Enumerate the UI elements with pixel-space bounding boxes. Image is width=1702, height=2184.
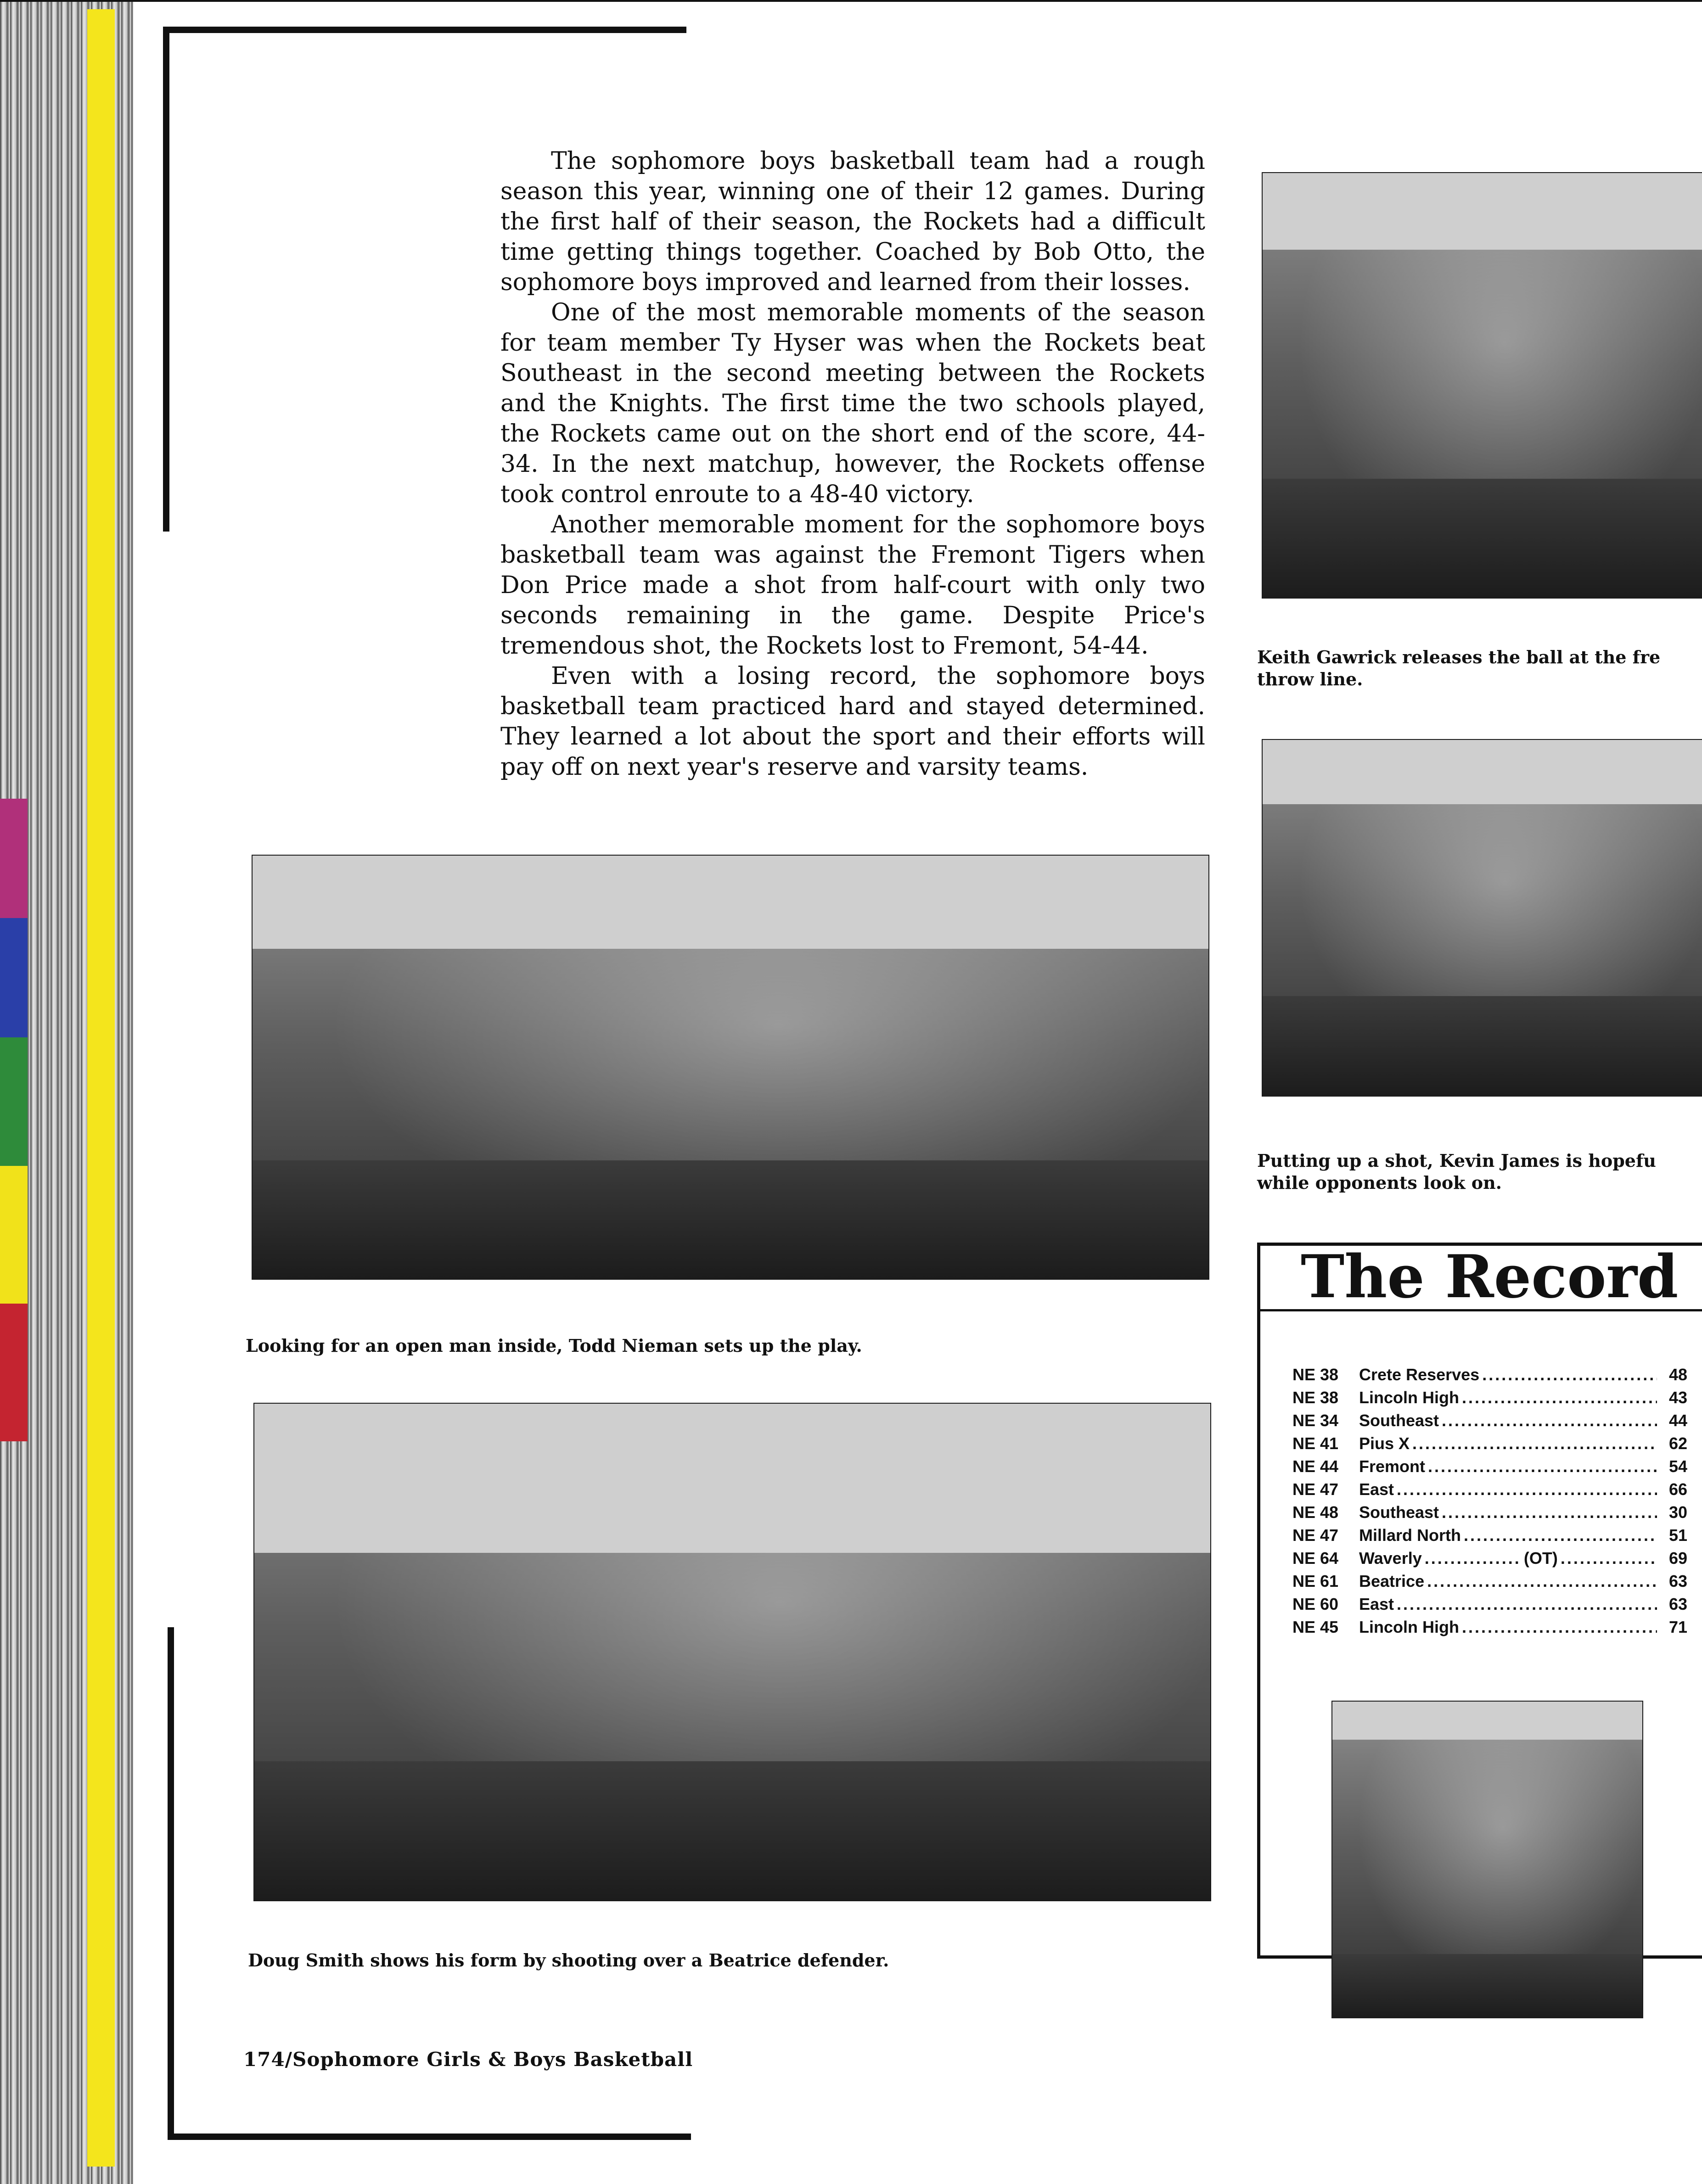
frame-bottom-rule [168, 2134, 691, 2140]
record-leader-dots [1412, 1432, 1657, 1455]
record-row [1292, 1363, 1687, 1386]
story-paragraph: Even with a losing record, the sophomore boys basketball team practiced hard and stayed determined. They learned a lot about the sport and their efforts will pay off on next year's reserve and varsity teams. [500, 662, 1205, 781]
record-ne-score: NE 34 [1292, 1411, 1339, 1430]
record-opponent: Beatrice [1359, 1572, 1425, 1590]
record-ne-score: NE 47 [1292, 1526, 1339, 1545]
record-leader-dots [1427, 1570, 1657, 1593]
record-opponent: Southeast [1359, 1411, 1439, 1430]
story-text [500, 146, 1205, 782]
record-row [1292, 1616, 1687, 1639]
record-ne-score: NE 47 [1292, 1480, 1339, 1499]
record-leader-dots [1442, 1501, 1657, 1524]
record-row [1292, 1455, 1687, 1478]
record-ne-score: NE 48 [1292, 1503, 1339, 1522]
record-opponent: Lincoln High [1359, 1388, 1459, 1407]
photo-kevin-james-shot [1262, 739, 1702, 1097]
story-paragraph: One of the most memorable moments of the season for team member Ty Hyser was when the Rockets beat Southeast in the second meeting between the Rockets and the Knights. The first time the two schools played, the Rockets came out on the short end of the score, 44-34. In the next matchup, however, the Rockets offense took control enroute to a 48-40 victory. [500, 299, 1205, 508]
record-opponent: Southeast [1359, 1503, 1439, 1522]
spine-yellow-edge [87, 9, 115, 2167]
record-leader-dots [1442, 1409, 1657, 1432]
caption-todd-nieman: Looking for an open man inside, Todd Nieman sets up the play. [246, 1335, 862, 1356]
caption-kevin-james: Putting up a shot, Kevin James is hopefu while opponents look on. [1257, 1150, 1656, 1193]
record-opponent-score: 63 [1668, 1595, 1687, 1613]
record-table [1292, 1363, 1687, 1639]
record-ne-score: NE 41 [1292, 1434, 1339, 1453]
record-opponent-score: 69 [1668, 1549, 1687, 1568]
record-leader-dots [1428, 1455, 1657, 1478]
record-row [1292, 1593, 1687, 1616]
record-note: (OT) [1523, 1549, 1558, 1568]
record-opponent: East [1359, 1595, 1394, 1613]
record-opponent: Fremont [1359, 1457, 1425, 1476]
record-ne-score: NE 38 [1292, 1388, 1339, 1407]
record-opponent-score: 44 [1668, 1411, 1687, 1430]
record-ne-score: NE 61 [1292, 1572, 1339, 1590]
caption-free-throw: Keith Gawrick releases the ball at the fre throw line. [1257, 647, 1661, 689]
page-folio: 174/Sophomore Girls & Boys Basketball [243, 2048, 693, 2071]
record-opponent: Crete Reserves [1359, 1365, 1480, 1384]
record-leader-dots [1397, 1593, 1657, 1616]
photo-todd-nieman-play [252, 855, 1209, 1280]
record-opponent-score: 51 [1668, 1526, 1687, 1545]
record-ne-score: NE 45 [1292, 1618, 1339, 1636]
record-leader-dots [1397, 1478, 1657, 1501]
record-opponent: Lincoln High [1359, 1618, 1459, 1636]
record-leader-dots [1482, 1363, 1657, 1386]
record-ne-score: NE 44 [1292, 1457, 1339, 1476]
record-leader-dots [1561, 1547, 1657, 1570]
record-opponent: Millard North [1359, 1526, 1461, 1545]
record-row [1292, 1524, 1687, 1547]
photo-team-huddle [1331, 1701, 1643, 2018]
spine-blue-band [0, 918, 28, 1037]
record-opponent: Pius X [1359, 1434, 1410, 1453]
record-leader-dots [1462, 1616, 1657, 1639]
record-title: The Record [1301, 1243, 1679, 1311]
record-opponent-score: 62 [1668, 1434, 1687, 1453]
record-opponent-score: 71 [1668, 1618, 1687, 1636]
record-row [1292, 1409, 1687, 1432]
story-paragraph: The sophomore boys basketball team had a rough season this year, winning one of their 12 games. During the first half of their season, the Rockets had a difficult time getting things together. Coached by Bob Otto, the sophomore boys improved and learned from their losses. [500, 147, 1205, 296]
photo-free-throw [1262, 172, 1702, 599]
record-row [1292, 1501, 1687, 1524]
record-ne-score: NE 60 [1292, 1595, 1339, 1613]
record-leader-dots [1464, 1524, 1657, 1547]
record-row [1292, 1547, 1687, 1570]
record-opponent-score: 54 [1668, 1457, 1687, 1476]
record-opponent: East [1359, 1480, 1394, 1499]
record-opponent-score: 48 [1668, 1365, 1687, 1384]
spine-red-band [0, 1304, 28, 1441]
frame-left-top-rule [163, 27, 169, 532]
record-leader-dots [1425, 1547, 1521, 1570]
record-ne-score: NE 64 [1292, 1549, 1339, 1568]
record-row [1292, 1478, 1687, 1501]
record-opponent: Waverly [1359, 1549, 1422, 1568]
frame-top-rule [163, 27, 686, 33]
record-row [1292, 1570, 1687, 1593]
page-top-edge [0, 0, 1702, 2]
photo-doug-smith-shot [253, 1403, 1211, 1901]
record-opponent-score: 63 [1668, 1572, 1687, 1590]
spine-green-band [0, 1037, 28, 1166]
record-title-bar [1257, 1243, 1702, 1311]
spine-magenta-band [0, 799, 28, 918]
frame-left-bottom-rule [168, 1627, 174, 2139]
record-row [1292, 1386, 1687, 1409]
caption-doug-smith: Doug Smith shows his form by shooting over a Beatrice defender. [248, 1950, 889, 1971]
record-ne-score: NE 38 [1292, 1365, 1339, 1384]
record-row [1292, 1432, 1687, 1455]
spine-yellow-band [0, 1166, 28, 1304]
record-leader-dots [1462, 1386, 1657, 1409]
record-opponent-score: 43 [1668, 1388, 1687, 1407]
record-opponent-score: 66 [1668, 1480, 1687, 1499]
story-paragraph: Another memorable moment for the sophomore boys basketball team was against the Fremont Tigers when Don Price made a shot from half-court with only two seconds remaining in the game. Despite Price's tremendous shot, the Rockets lost to Fremont, 54-44. [500, 511, 1205, 660]
record-opponent-score: 30 [1668, 1503, 1687, 1522]
